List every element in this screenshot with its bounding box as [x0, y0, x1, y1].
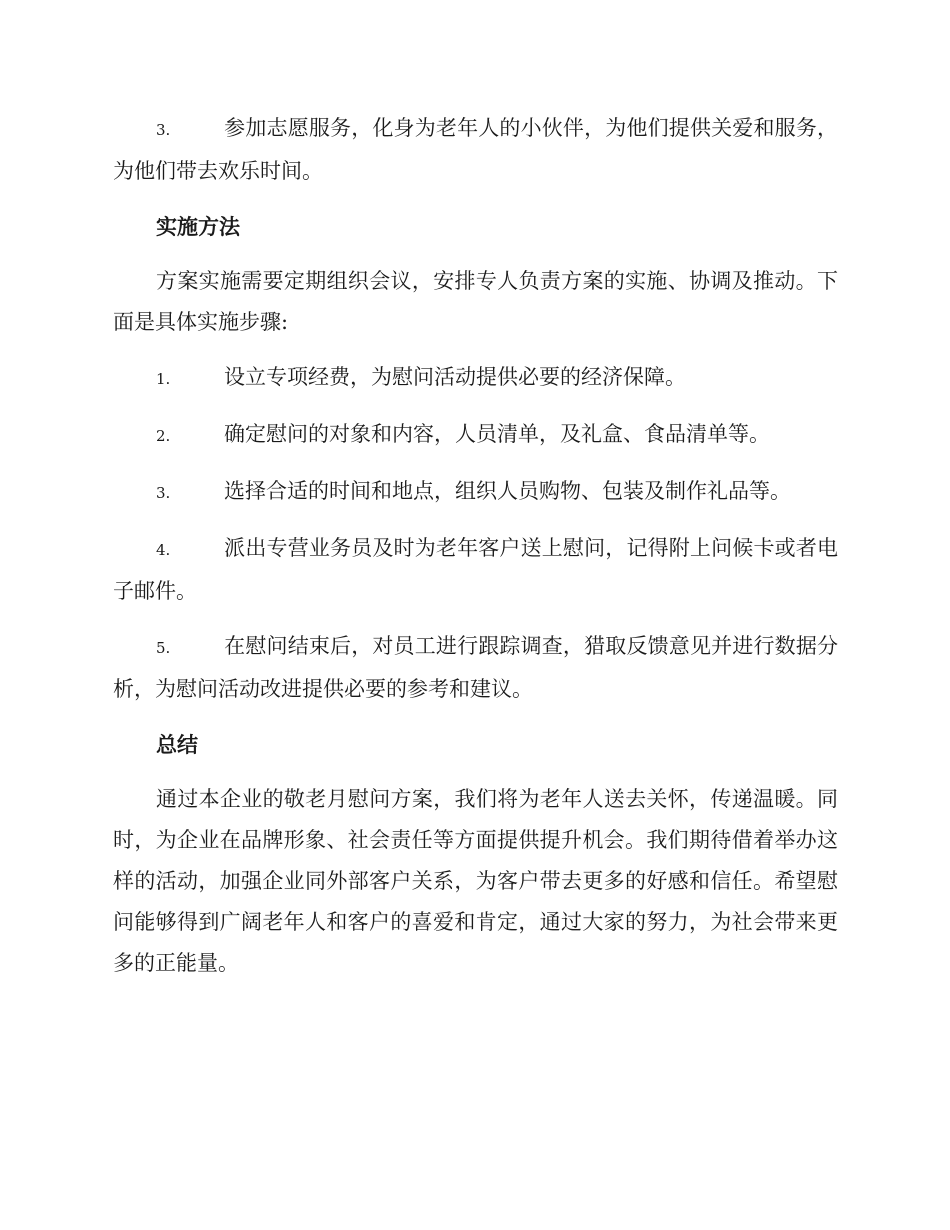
section-heading-implementation: 实施方法 [156, 214, 240, 239]
list-item [113, 357, 838, 400]
list-text: 派出专营业务员及时为老年客户送上慰问，记得附上问候卡或者电子邮件。 [113, 536, 838, 603]
list-number: 3. [156, 121, 171, 139]
list-item [113, 528, 838, 612]
list-text: 设立专项经费，为慰问活动提供必要的经济保障。 [224, 365, 686, 389]
list-number: 1. [156, 370, 171, 388]
list-item [113, 108, 838, 192]
list-number: 5. [156, 639, 171, 657]
list-item [113, 626, 838, 710]
list-text: 选择合适的时间和地点，组织人员购物、包装及制作礼品等。 [224, 479, 791, 503]
section-heading-summary: 总结 [156, 732, 198, 757]
list-text: 在慰问结束后，对员工进行跟踪调查，猎取反馈意见并进行数据分析，为慰问活动改进提供必要的参考和建议。 [113, 634, 838, 701]
summary-paragraph: 通过本企业的敬老月慰问方案，我们将为老年人送去关怀，传递温暖。同时，为企业在品牌形象、社会责任等方面提供提升机会。我们期待借着举办这样的活动，加强企业同外部客户关系，为客户带去更多的好感和信任。希望慰问能够得到广阔老年人和客户的喜爱和肯定，通过大家的努力，为社会带来更多的正能量。 [113, 787, 838, 975]
list-item [113, 414, 838, 457]
list-number: 2. [156, 427, 171, 445]
list-text: 参加志愿服务，化身为老年人的小伙伴，为他们提供关爱和服务，为他们带去欢乐时间。 [113, 116, 838, 183]
list-number: 3. [156, 484, 171, 502]
list-item [113, 471, 838, 514]
list-number: 4. [156, 541, 171, 559]
implementation-intro: 方案实施需要定期组织会议，安排专人负责方案的实施、协调及推动。下面是具体实施步骤: [113, 269, 838, 334]
list-text: 确定慰问的对象和内容，人员清单，及礼盒、食品清单等。 [224, 422, 770, 446]
